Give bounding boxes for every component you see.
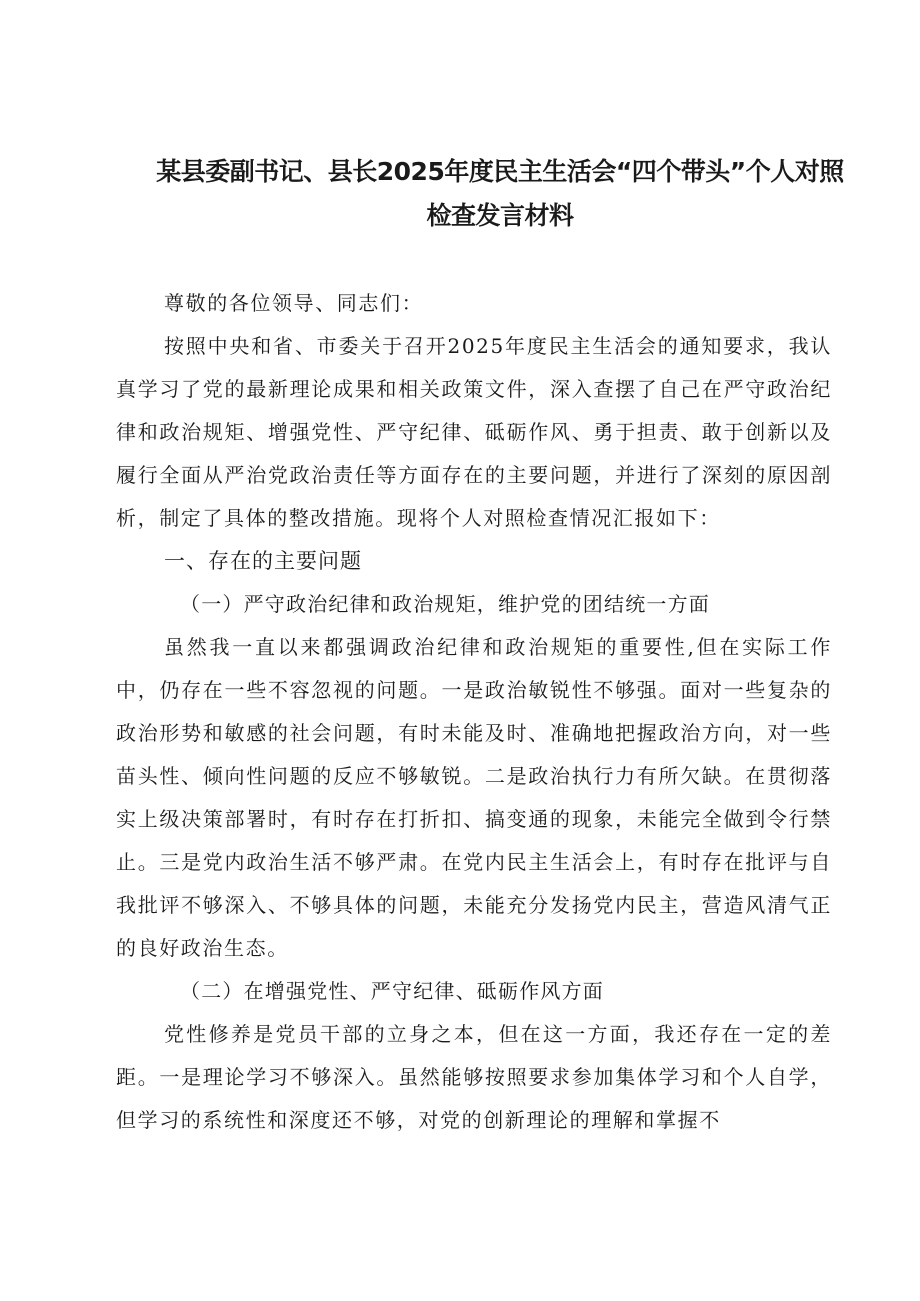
intro-paragraph: 按照中央和省、市委关于召开2025年度民主生活会的通知要求，我认真学习了党的最新理论成果和相关政策文件，深入查摆了自己在严守政治纪律和政治规矩、增强党性、严守纪律、砥砺作风、勇于担责、敢于创新以及履行全面从严治党政治责任等方面存在的主要问题，并进行了深刻的原因剖析，制定了具体的整改措施。现将个人对照检查情况汇报如下： xyxy=(116,334,832,530)
political-discipline-paragraph: 虽然我一直以来都强调政治纪律和政治规矩的重要性,但在实际工作中，仍存在一些不容忽视的问题。一是政治敏锐性不够强。面对一些复杂的政治形势和敏感的社会问题，有时未能及时、准确地把握政治方向，对一些苗头性、倾向性问题的反应不够敏锐。二是政治执行力有所欠缺。在贯彻落实上级决策部署时，有时存在打折扣、搞变通的现象，未能完全做到令行禁止。三是党内政治生活不够严肃。在党内民主生活会上，有时存在批评与自我批评不够深入、不够具体的问题，未能充分发扬党内民主，营造风清气正的良好政治生态。 xyxy=(116,635,832,960)
section-heading-problems: 一、存在的主要问题 xyxy=(164,549,362,573)
subsection-heading-political-discipline: （一）严守政治纪律和政治规矩，维护党的团结统一方面 xyxy=(180,592,710,616)
salutation: 尊敬的各位领导、同志们： xyxy=(164,291,424,315)
subsection-heading-party-spirit: （二）在增强党性、严守纪律、砥砺作风方面 xyxy=(180,979,604,1003)
document-title: 某县委副书记、县长2025年度民主生活会“四个带头”个人对照检查发言材料 xyxy=(156,157,844,230)
document-body xyxy=(116,282,832,1142)
party-spirit-paragraph: 党性修养是党员干部的立身之本，但在这一方面，我还存在一定的差距。一是理论学习不够深入。虽然能够按照要求参加集体学习和个人自学，但学习的系统性和深度还不够，对党的创新理论的理解和掌握不 xyxy=(116,1022,832,1132)
